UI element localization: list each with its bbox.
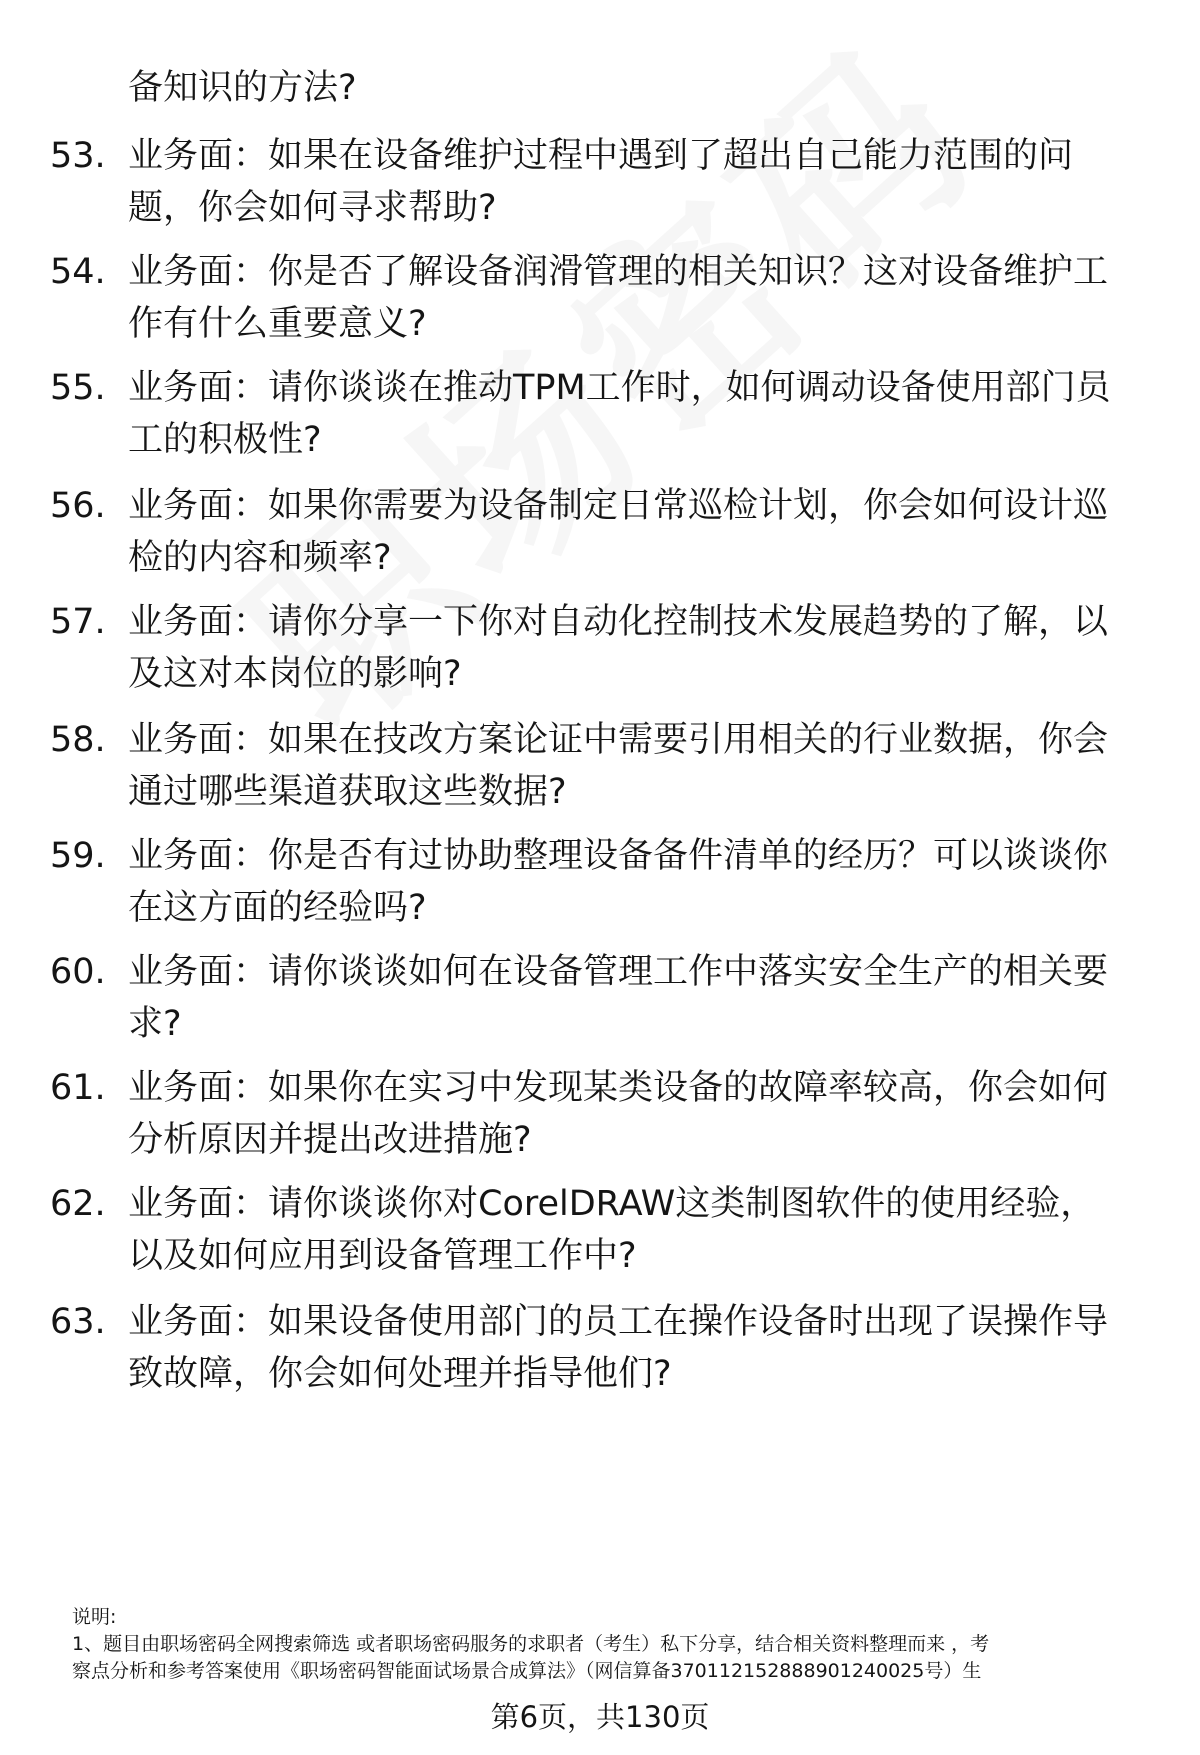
page-number-footer: 第6页，共130页 <box>490 1700 710 1734</box>
question-item <box>50 830 1150 934</box>
question-line: 业务面：如果你在实习中发现某类设备的故障率较高，你会如何 <box>128 1068 1109 1108</box>
notes-heading: 说明: <box>72 1606 117 1628</box>
question-line: 以及如何应用到设备管理工作中? <box>128 1236 637 1276</box>
question-text <box>128 480 1148 584</box>
question-number: 63. <box>50 1302 106 1342</box>
question-item <box>50 480 1150 584</box>
question-line: 业务面：你是否了解设备润滑管理的相关知识？这对设备维护工 <box>128 252 1109 292</box>
question-text <box>128 362 1148 466</box>
question-line: 分析原因并提出改进措施? <box>128 1120 532 1160</box>
question-line: 及这对本岗位的影响? <box>128 654 462 694</box>
question-text <box>128 130 1148 234</box>
question-text <box>128 1296 1148 1400</box>
question-line: 业务面：请你谈谈在推动TPM工作时，如何调动设备使用部门员 <box>128 368 1111 408</box>
question-text <box>128 1062 1148 1166</box>
question-line: 业务面：如果你需要为设备制定日常巡检计划，你会如何设计巡 <box>128 486 1109 526</box>
question-number: 56. <box>50 486 106 526</box>
question-item <box>50 246 1150 350</box>
question-item <box>50 946 1150 1050</box>
question-text <box>128 714 1148 818</box>
question-item <box>50 1296 1150 1400</box>
notes-line: 察点分析和参考答案使用《职场密码智能面试场景合成算法》（网信算备370112152888901240025号）生 <box>72 1660 982 1682</box>
question-line: 业务面：请你谈谈如何在设备管理工作中落实安全生产的相关要 <box>128 952 1109 992</box>
question-line: 业务面：如果设备使用部门的员工在操作设备时出现了误操作导 <box>128 1302 1109 1342</box>
question-number: 54. <box>50 252 106 292</box>
question-text <box>128 830 1148 934</box>
question-line: 题，你会如何寻求帮助? <box>128 188 497 228</box>
question-item <box>50 130 1150 234</box>
question-line: 作有什么重要意义? <box>128 304 427 344</box>
question-number: 59. <box>50 836 106 876</box>
question-line: 业务面：如果在设备维护过程中遇到了超出自己能力范围的问 <box>128 136 1074 176</box>
question-line: 业务面：如果在技改方案论证中需要引用相关的行业数据，你会 <box>128 720 1109 760</box>
question-number: 55. <box>50 368 106 408</box>
question-line: 检的内容和频率? <box>128 538 392 578</box>
question-item <box>50 596 1150 700</box>
question-number: 53. <box>50 136 106 176</box>
question-number: 58. <box>50 720 106 760</box>
question-item <box>50 362 1150 466</box>
question-line: 在这方面的经验吗? <box>128 888 427 928</box>
question-line: 业务面：你是否有过协助整理设备备件清单的经历？可以谈谈你 <box>128 836 1109 876</box>
question-item <box>50 1062 1150 1166</box>
notes-line: 1、题目由职场密码全网搜索筛选 或者职场密码服务的求职者（考生）私下分享，结合相关资料整理而来 ，考 <box>72 1633 990 1655</box>
question-line: 业务面：请你谈谈你对CorelDRAW这类制图软件的使用经验， <box>128 1184 1096 1224</box>
question-item <box>50 1178 1150 1282</box>
question-line: 致故障，你会如何处理并指导他们? <box>128 1354 672 1394</box>
question-text <box>128 596 1148 700</box>
continued-question-text: 备知识的方法? <box>128 68 357 108</box>
question-line: 通过哪些渠道获取这些数据? <box>128 772 567 812</box>
question-text <box>128 1178 1148 1282</box>
question-item <box>50 714 1150 818</box>
question-line: 求? <box>128 1004 182 1044</box>
question-text <box>128 246 1148 350</box>
question-line: 业务面：请你分享一下你对自动化控制技术发展趋势的了解，以 <box>128 602 1109 642</box>
question-line: 工的积极性? <box>128 420 322 460</box>
question-number: 61. <box>50 1068 106 1108</box>
question-number: 62. <box>50 1184 106 1224</box>
notes-section <box>72 1604 1162 1685</box>
question-number: 60. <box>50 952 106 992</box>
question-text <box>128 946 1148 1050</box>
question-number: 57. <box>50 602 106 642</box>
